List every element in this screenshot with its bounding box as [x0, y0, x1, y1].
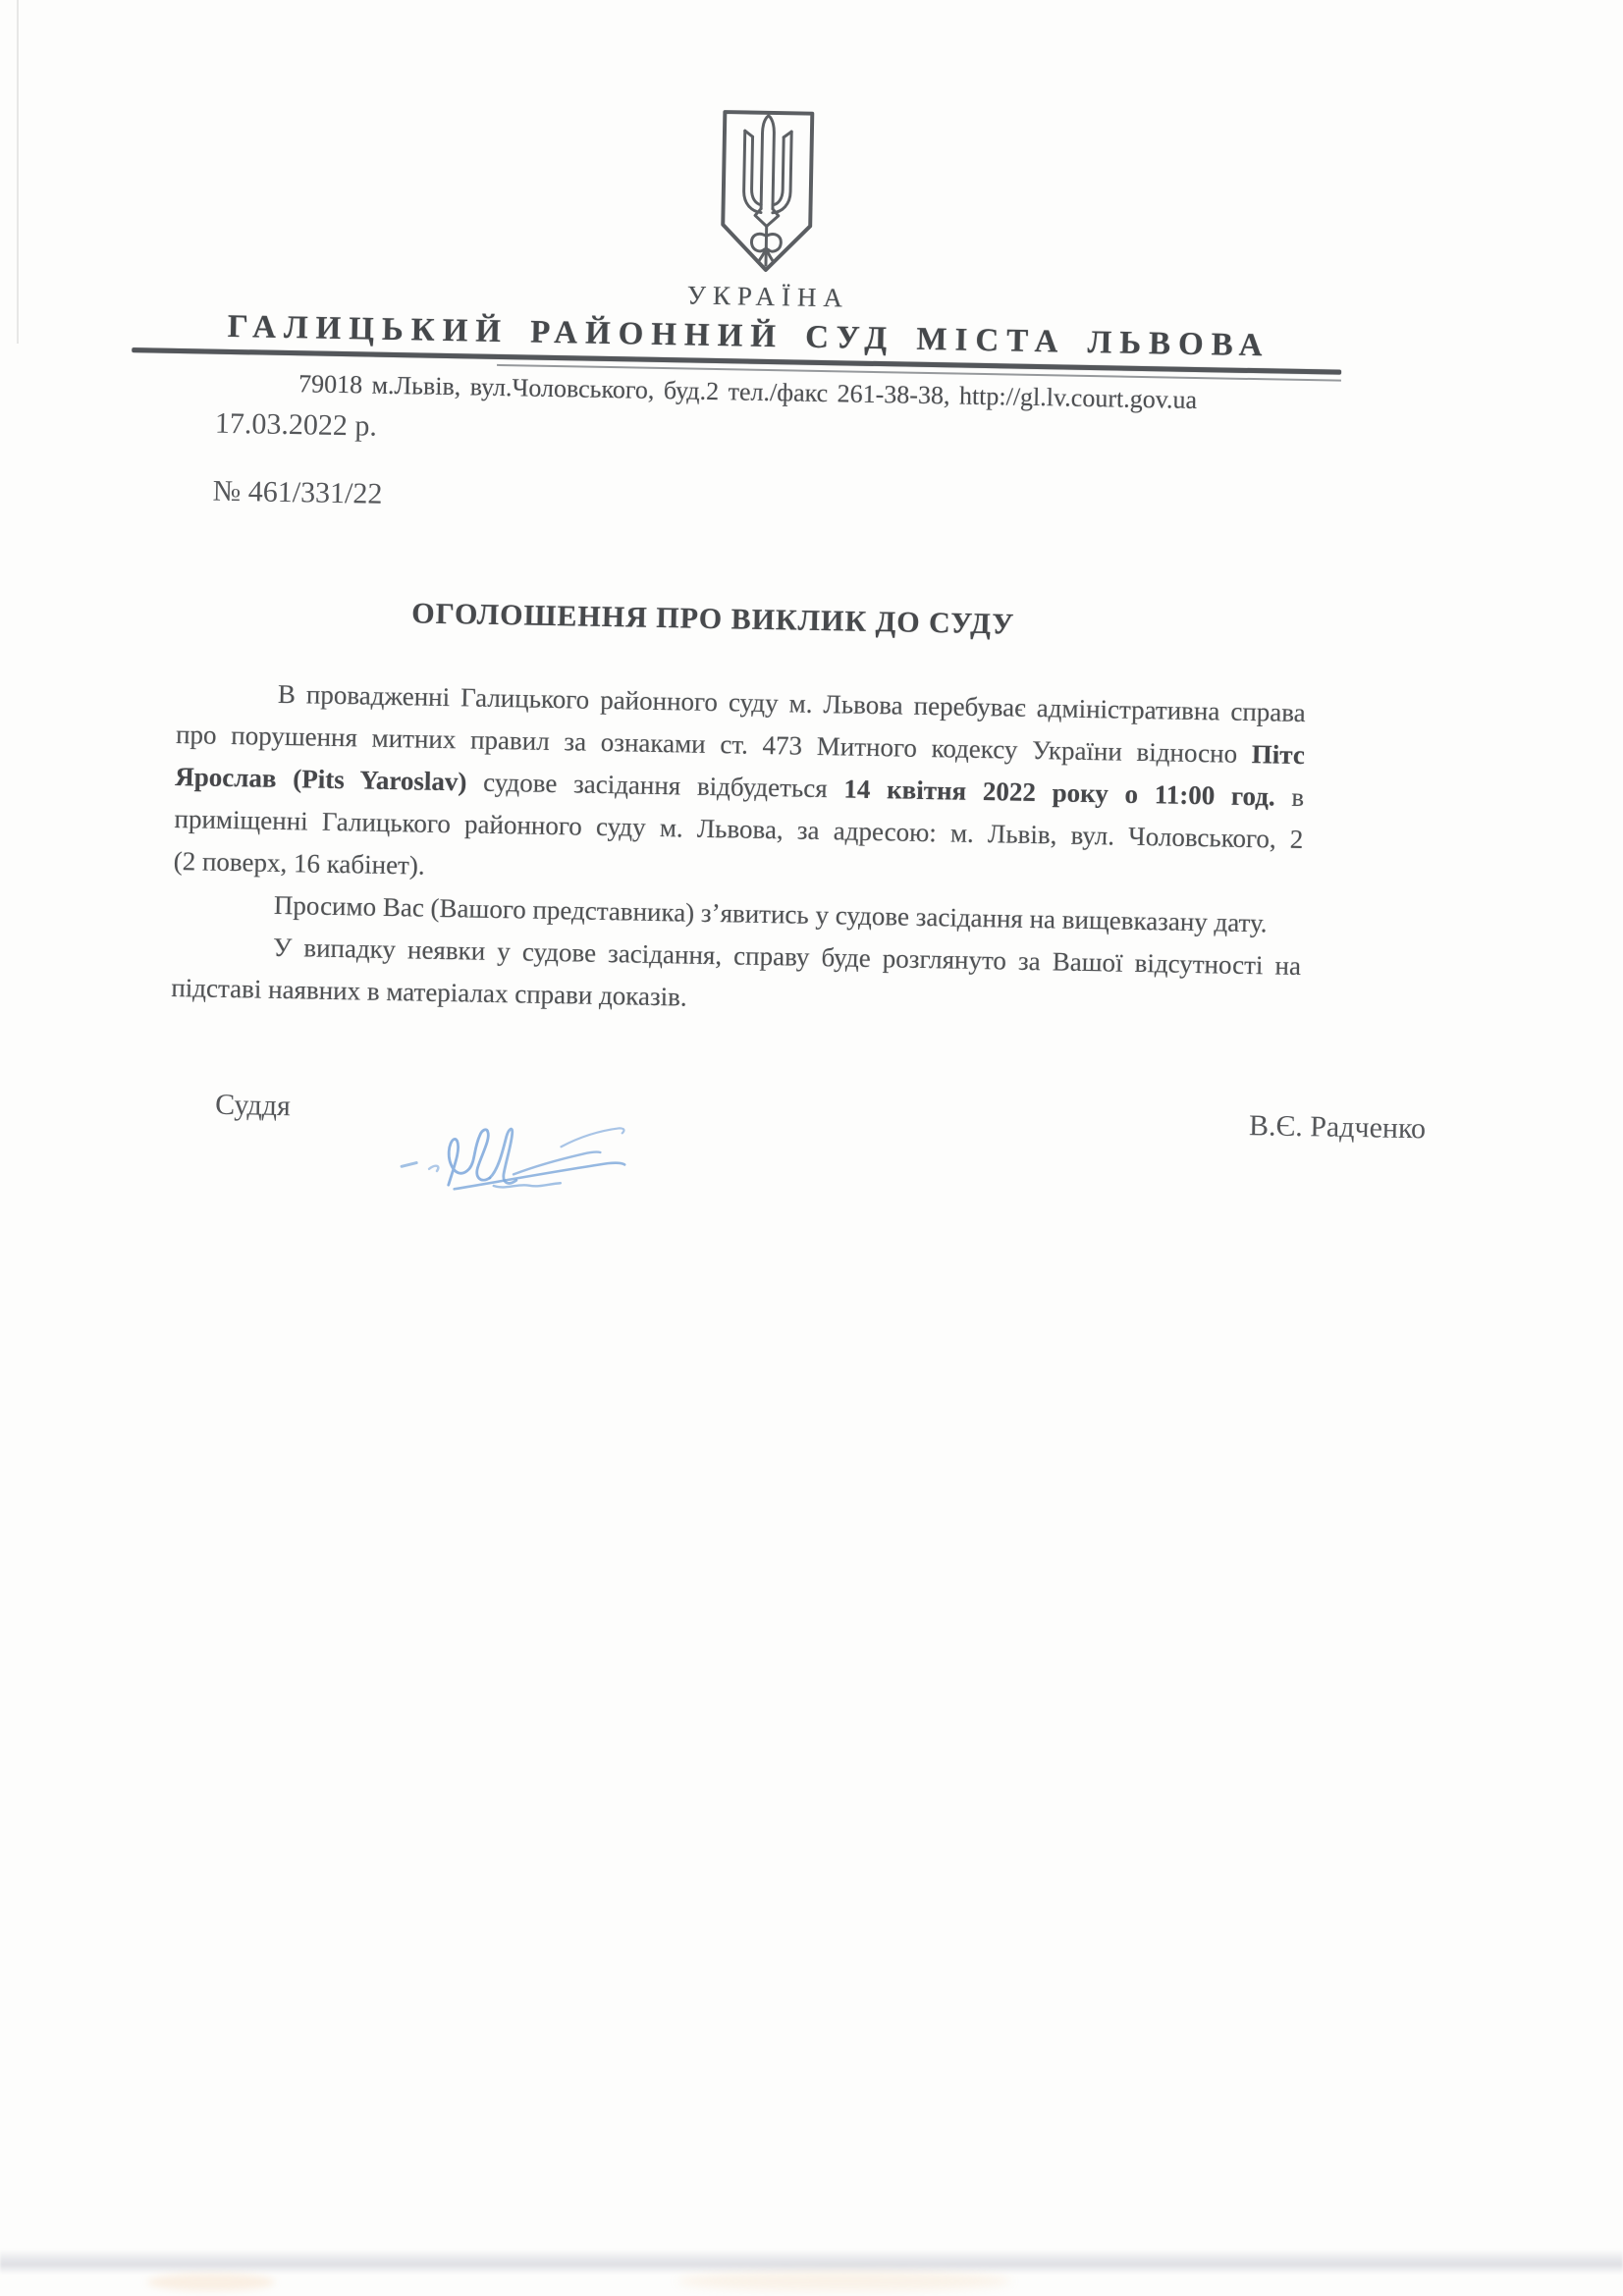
document-body — [171, 671, 1306, 1030]
judge-name: В.Є. Радченко — [1248, 1109, 1427, 1146]
text-segment: Пітс — [1251, 739, 1306, 771]
scan-artifact-bottom-band — [0, 2249, 1623, 2274]
text-segment: судове засідання відбудеться — [466, 767, 844, 804]
text-segment: 14 квітня 2022 року о 11:00 год. — [843, 774, 1275, 812]
text-segment: Ярослав (Pits Yaroslav) — [175, 761, 467, 797]
text-segment: В провадженні Галицького районного суду м. Львова перебуває адміністративна справа — [277, 678, 1306, 728]
judge-signature-icon — [395, 1103, 642, 1206]
scan-artifact-left-line — [17, 0, 19, 344]
case-number: № 461/331/22 — [212, 474, 383, 510]
court-address: 79018 м.Львів, вул.Чоловського, буд.2 тел./факс 261-38-38, http://gl.lv.court.gov.ua — [298, 369, 1198, 414]
text-segment: в — [1274, 781, 1305, 813]
scan-artifact-smudge-center — [677, 2271, 1011, 2291]
text-segment: Просимо Вас (Вашого представника) з’явитись у судове засідання на вищевказану дату. — [273, 889, 1268, 938]
text-segment: У випадку неявки у судове засідання, справу буде розглянуто за Вашої відсутності на — [272, 932, 1302, 982]
court-name: ГАЛИЦЬКИЙ РАЙОННИЙ СУД МІСТА ЛЬВОВА — [227, 308, 1271, 364]
letter-date: 17.03.2022 р. — [214, 406, 378, 443]
scan-artifact-smudge-left — [147, 2273, 275, 2291]
text-segment: (2 поверх, 16 кабінет). — [173, 845, 425, 881]
document-title: ОГОЛОШЕННЯ ПРО ВИКЛИК ДО СУДУ — [411, 597, 1015, 641]
judge-role-label: Суддя — [214, 1088, 292, 1123]
text-segment: про порушення митних правил за ознаками ст. 473 Митного кодексу України відносно — [175, 719, 1253, 770]
country-name: УКРАЇНА — [686, 280, 850, 313]
ukraine-tryzub-emblem-icon — [717, 107, 818, 276]
text-segment: підставі наявних в матеріалах справи доказів. — [171, 972, 687, 1012]
text-segment: приміщенні Галицького районного суду м. Львова, за адресою: м. Львів, вул. Чоловського, 2 — [174, 803, 1304, 855]
